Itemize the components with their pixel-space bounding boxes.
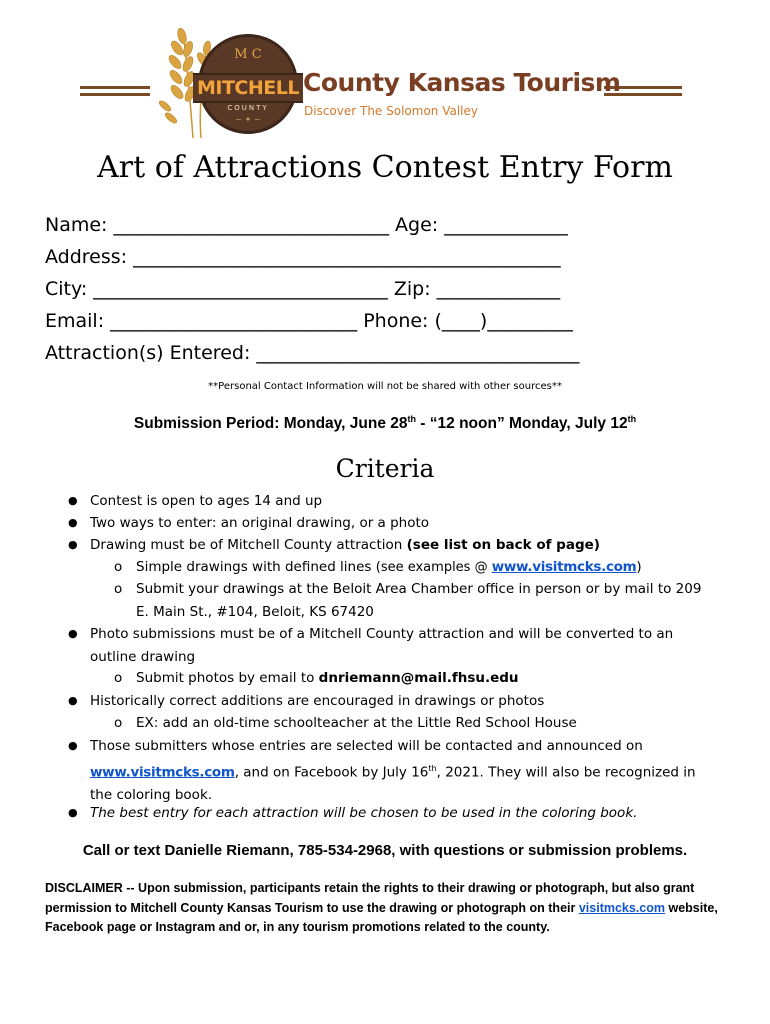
criteria-selected-3: , 2021. They will also be recognized in: [436, 764, 696, 780]
criteria-examples-close: ): [636, 559, 642, 575]
bullet-icon: ●: [68, 694, 78, 707]
criteria-photo-1: Photo submissions must be of a Mitchell County attraction and will be converted to an: [90, 626, 674, 642]
criteria-item: [68, 512, 730, 535]
bullet-icon: ●: [68, 806, 78, 819]
address-field[interactable]: Address: _____________________________________________: [45, 246, 561, 268]
criteria-subitem: [114, 578, 736, 623]
criteria-historical-example: EX: add an old-time schoolteacher at the Little Red School House: [136, 715, 577, 731]
mitchell-county-seal-logo: [198, 34, 298, 134]
criteria-subitem: [114, 667, 736, 690]
city-zip-field[interactable]: City: _______________________________ Zip: _____________: [45, 278, 561, 300]
criteria-simple-drawings: Simple drawings with defined lines: [136, 559, 376, 575]
bullet-icon: ●: [68, 516, 78, 529]
criteria-date-suffix: th: [428, 763, 437, 773]
privacy-note: **Personal Contact Information will not be shared with other sources**: [208, 381, 562, 392]
criteria-examples-label: (see examples @: [375, 560, 492, 575]
seal-name: MITCHELL: [197, 77, 299, 99]
criteria-heading: Criteria: [335, 454, 435, 483]
criteria-age: Contest is open to ages 14 and up: [90, 493, 323, 509]
criteria-selected-4: the coloring book.: [90, 786, 213, 803]
visitmcks-link[interactable]: visitmcks.com: [578, 900, 666, 915]
seal-name-band: [193, 73, 303, 103]
submission-period: [0, 414, 770, 433]
seal-monogram: M C: [234, 47, 262, 62]
bullet-icon: ●: [68, 494, 78, 507]
submission-start: Submission Period: Monday, June 28: [133, 415, 408, 433]
criteria-item: [68, 802, 730, 825]
sub-bullet-icon: o: [114, 559, 123, 575]
criteria-item: [68, 735, 730, 806]
bullet-icon: ●: [68, 739, 78, 752]
criteria-submit-mail-2: E. Main St., #104, Beloit, KS 67420: [136, 603, 374, 620]
email-phone-field[interactable]: Email: __________________________ Phone: (____)_________: [45, 310, 573, 332]
seal-county: COUNTY: [227, 104, 269, 112]
page-title: Art of Attractions Contest Entry Form: [97, 150, 673, 185]
submission-end-suffix: th: [627, 414, 637, 424]
criteria-item: [68, 623, 730, 668]
attractions-field[interactable]: Attraction(s) Entered: __________________________________: [45, 342, 580, 364]
email-address-link[interactable]: dnriemann@mail.fhsu.edu: [318, 670, 519, 686]
criteria-item: [68, 690, 730, 713]
criteria-drawing: Drawing must be of Mitchell County attraction: [90, 537, 407, 553]
criteria-selected-1: Those submitters whose entries are selected will be contacted and announced on: [90, 738, 643, 754]
header-rule-left-bottom: [80, 93, 150, 96]
criteria-subitem: [114, 712, 736, 735]
bullet-icon: ●: [68, 538, 78, 551]
header-rule-left-top: [80, 86, 150, 89]
criteria-drawing-note: (see list on back of page): [406, 537, 600, 553]
criteria-item: [68, 490, 730, 513]
contact-line: Call or text Danielle Riemann, 785-534-2968, with questions or submission problems.: [82, 842, 688, 859]
disclaimer-text-2: website, Facebook page or Instagram and or, in any tourism promotions related to the county.: [45, 900, 718, 934]
sub-bullet-icon: o: [114, 581, 123, 597]
criteria-submit-mail-1: Submit your drawings at the Beloit Area Chamber office in person or by mail to 209: [136, 581, 702, 597]
name-age-field[interactable]: Name: _____________________________ Age: _____________: [45, 214, 568, 236]
seal-ornament: ~ ✦ ~: [235, 115, 261, 124]
criteria-photo-email-label: Submit photos by email to: [136, 670, 319, 686]
criteria-best-entry: The best entry for each attraction will be chosen to be used in the coloring book.: [90, 805, 638, 821]
criteria-ways: Two ways to enter: an original drawing, or a photo: [90, 515, 430, 531]
criteria-subitem: [114, 556, 736, 580]
brand-name: County Kansas Tourism: [303, 68, 621, 97]
criteria-item: [68, 534, 730, 557]
visitmcks-link[interactable]: www.visitmcks.com: [90, 764, 235, 780]
criteria-photo-2: outline drawing: [90, 648, 196, 665]
criteria-selected-2: , and on Facebook by July 16: [234, 764, 429, 780]
sub-bullet-icon: o: [114, 715, 123, 731]
visitmcks-link[interactable]: www.visitmcks.com: [491, 559, 637, 575]
bullet-icon: ●: [68, 627, 78, 640]
disclaimer: [45, 879, 745, 938]
submission-end: - “12 noon” Monday, July 12: [416, 415, 628, 433]
submission-start-suffix: th: [407, 414, 416, 424]
disclaimer-text-1: DISCLAIMER -- Upon submission, participants retain the rights to their drawing or photograph, but also grant permission to Mitchell County Kansas Tourism to use the drawing or photograph on their: [45, 881, 695, 915]
criteria-historical: Historically correct additions are encouraged in drawings or photos: [90, 693, 545, 709]
brand-tagline: Discover The Solomon Valley: [304, 104, 478, 118]
sub-bullet-icon: o: [114, 670, 123, 686]
